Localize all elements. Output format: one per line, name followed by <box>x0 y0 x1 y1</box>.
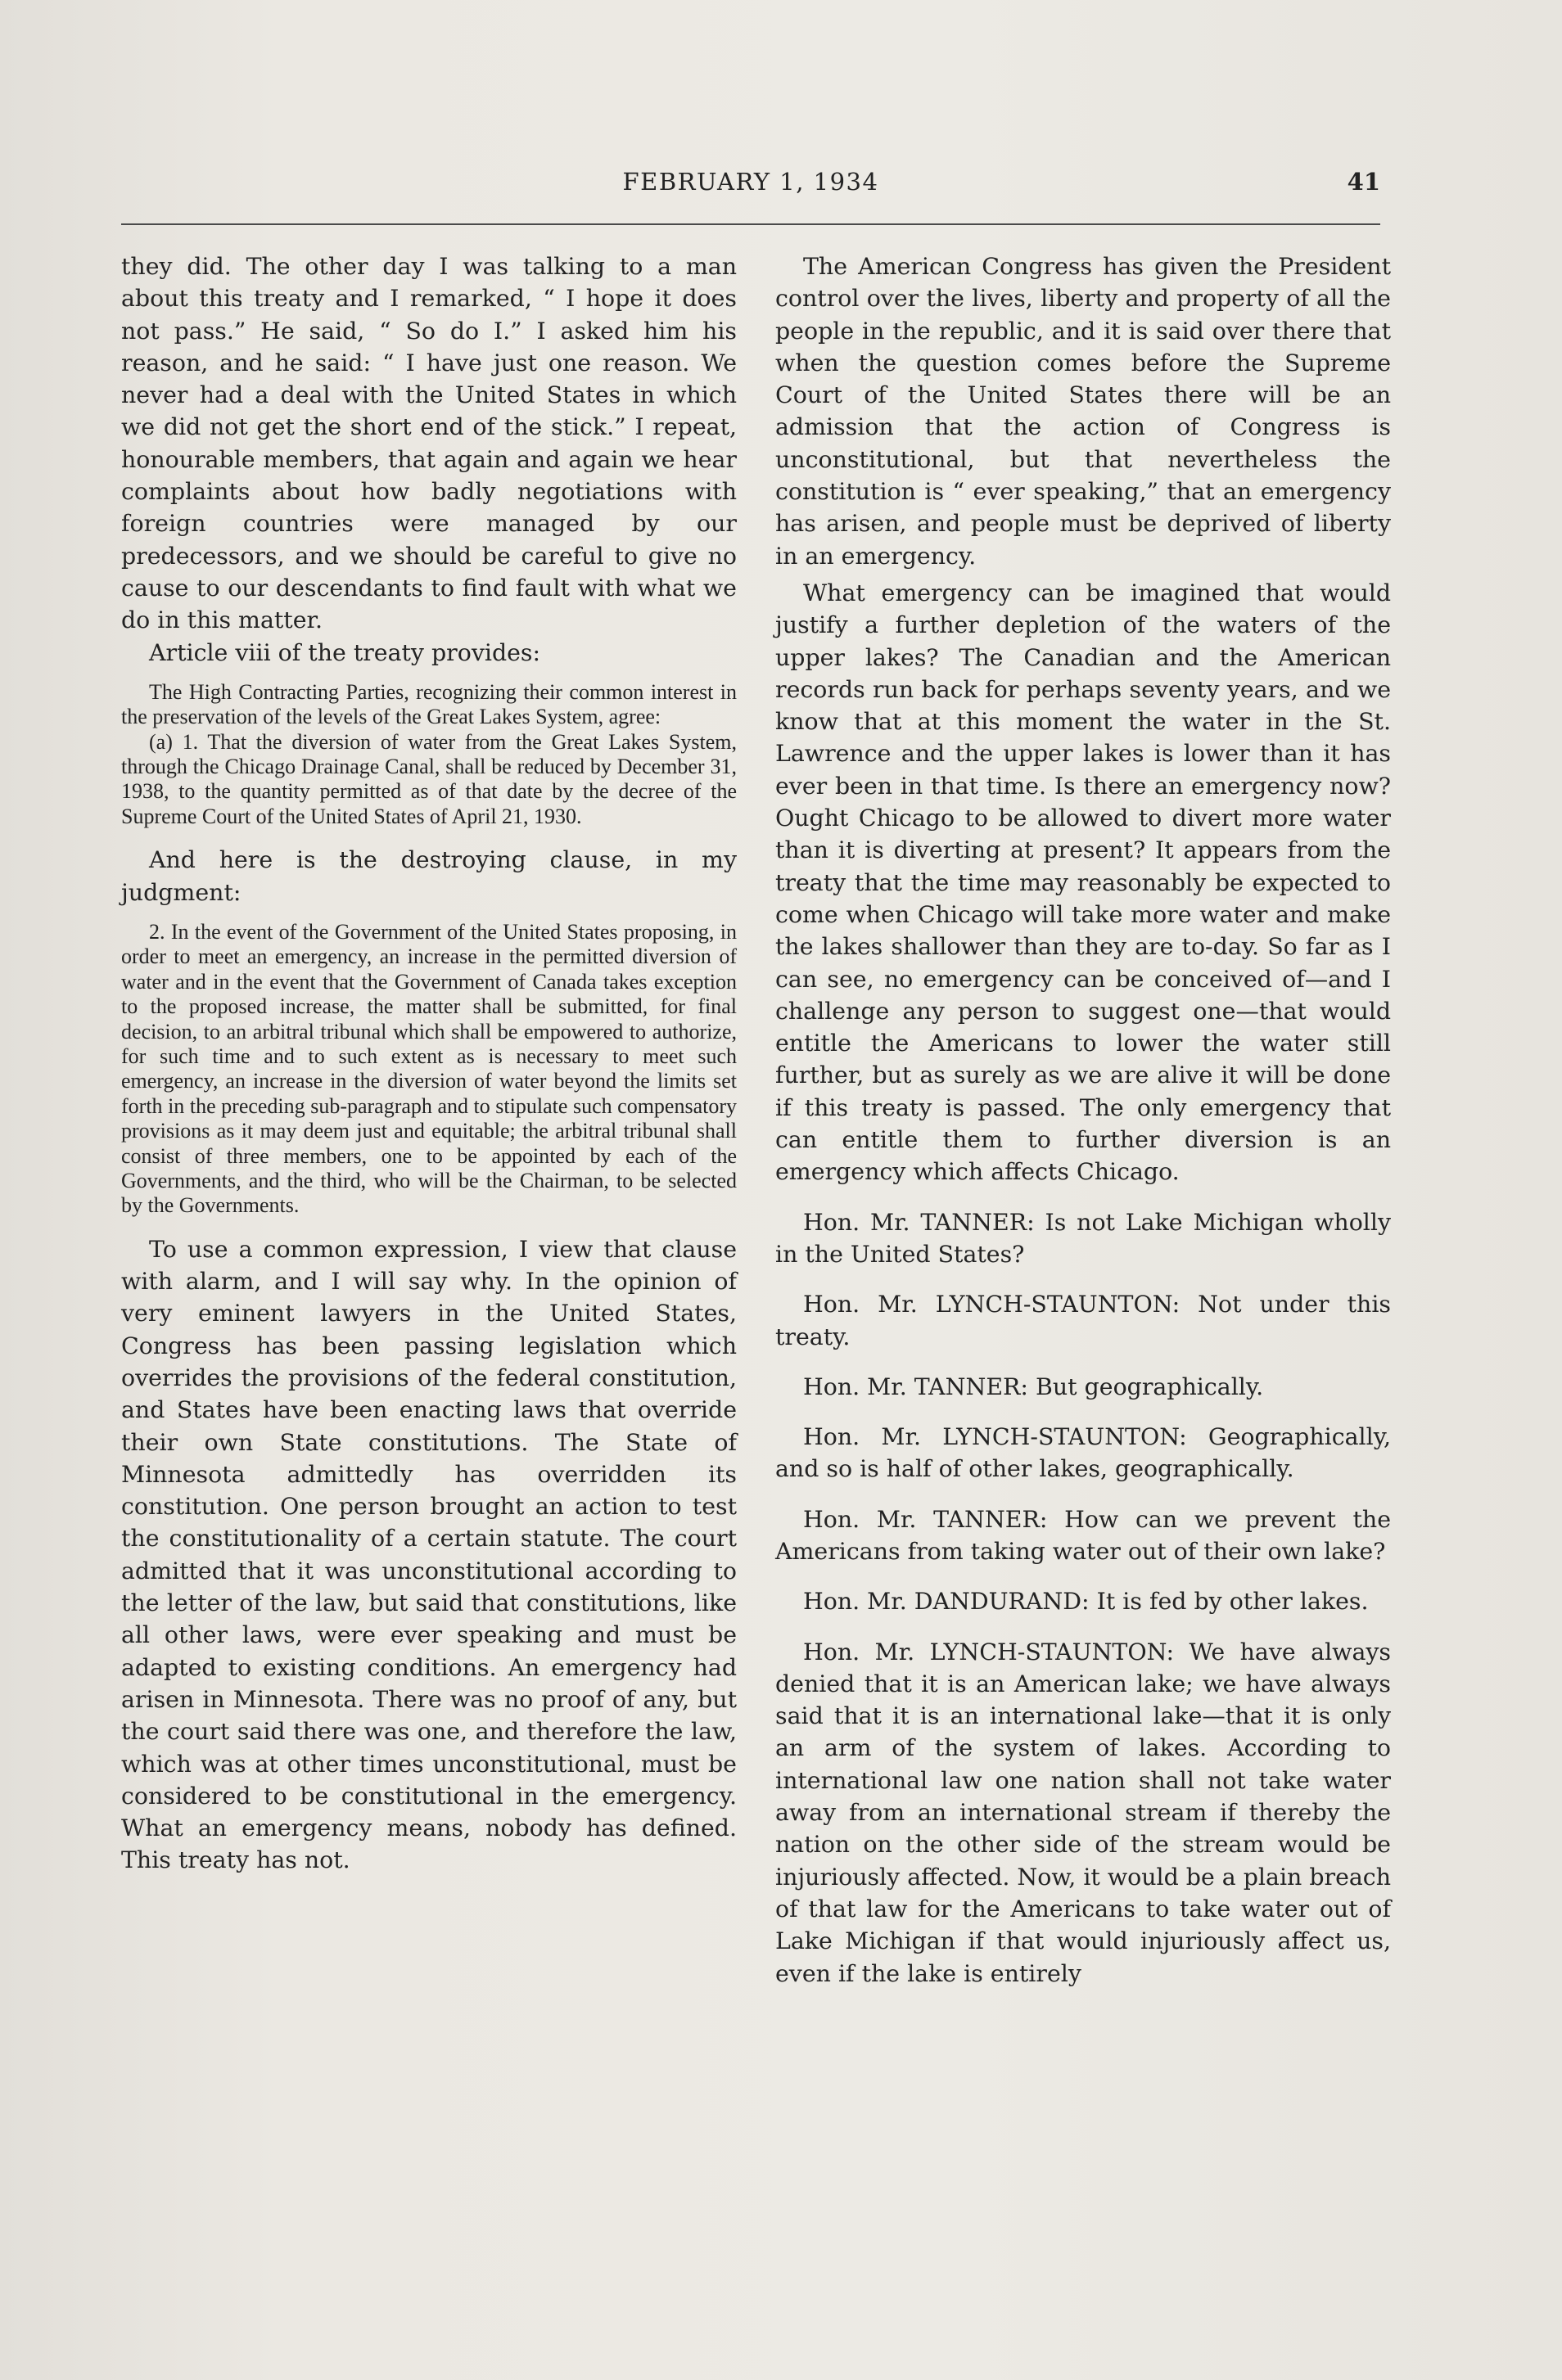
debate-exchange: Hon. Mr. TANNER: How can we prevent the Americans from taking water out of their own lake? <box>775 1505 1391 1565</box>
page-number: 41 <box>1347 168 1380 196</box>
paragraph: What emergency can be imagined that would justify a further depletion of the waters of the upper lakes? The Canadian and the American records run back for perhaps seventy years, and we know that at this moment the water in the St. Lawrence and the upper lakes is lower than it has ever been in that time. Is there an emergency now? Ought Chicago to be allowed to divert more water than it is diverting at present? It appears from the treaty that the time may reasonably be expected to come when Chicago will take more water and make the lakes shallower than they are to-day. So far as I can see, no emergency can be conceived of—and I challenge any person to suggest one—that would entitle the Americans to lower the water still further, but as surely as we are alive it will be done if this treaty is passed. The only emergency that can entitle them to further diversion is an emergency which affects Chicago. <box>775 579 1391 1186</box>
header-rule <box>121 223 1380 225</box>
debate-exchange: Hon. Mr. LYNCH-STAUNTON: Not under this treaty. <box>775 1291 1391 1350</box>
left-column <box>121 250 737 1877</box>
running-head <box>121 168 1380 204</box>
paragraph: Article viii of the treaty provides: <box>149 638 541 666</box>
quote-paragraph: The High Contracting Parties, recognizing their common interest in the preservation of the levels of the Great Lakes System, agree: <box>121 679 737 729</box>
paragraph: The American Congress has given the President control over the lives, liberty and property of all the people in the republic, and it is said over there that when the question comes before the Supreme Court of the United States there will be an admission that the action of Congress is unconstitutional, but that nevertheless the constitution is “ ever speaking,” that an emergency has arisen, and people must be deprived of liberty in an emergency. <box>775 253 1391 570</box>
debate-exchange: Hon. Mr. LYNCH-STAUNTON: We have always denied that it is an American lake; we have always said that it is an international lake—that it is only an arm of the system of lakes. According to international law one nation shall not take water away from an international stream if thereby the nation on the other side of the stream would be injuriously affected. Now, it would be a plain breach of that law for the Americans to take water out of Lake Michigan if that would injuriously affect us, even if the lake is entirely <box>775 1638 1391 1987</box>
running-head-date: FEBRUARY 1, 1934 <box>622 168 879 196</box>
debate-exchange: Hon. Mr. DANDURAND: It is fed by other lakes. <box>803 1588 1369 1616</box>
quote-paragraph: 2. In the event of the Government of the United States proposing, in order to meet an emergency, an increase in the permitted diversion of water and in the event that the Government of Canada takes exception to the proposed increase, the matter shall be submitted, for final decision, to an arbitral tribunal which shall be empowered to authorize, for such time and to such extent as is necessary to meet such emergency, an increase in the diversion of water beyond the limits set forth in the preceding sub-paragraph and to stipulate such compensatory provisions as it may deem just and equitable; the arbitral tribunal shall consist of three members, one to be appointed by each of the Governments, and the third, who will be the Chairman, to be selected by the Governments. <box>121 919 737 1218</box>
paragraph: And here is the destroying clause, in my judgment: <box>121 846 737 906</box>
block-quote-clause-2 <box>121 920 737 1219</box>
block-quote-article-viii <box>121 680 737 829</box>
debate-exchange: Hon. Mr. TANNER: Is not Lake Michigan wholly in the United States? <box>775 1208 1391 1268</box>
paragraph: To use a common expression, I view that clause with alarm, and I will say why. In the opinion of very eminent lawyers in the United States, Congress has been passing legislation which overrides the provisions of the federal constitution, and States have been enacting laws that override their own State constitutions. The State of Minnesota admittedly has overridden its constitution. One person brought an action to test the constitutionality of a certain statute. The court admitted that it was unconstitutional according to the letter of the law, but said that constitutions, like all other laws, were ever speaking and must be adapted to existing conditions. An emergency had arisen in Minnesota. There was no proof of any, but the court said there was one, and therefore the law, which was at other times unconstitutional, must be considered to be constitutional in the emergency. What an emergency means, nobody has defined. This treaty has not. <box>121 1235 737 1874</box>
debate-exchange: Hon. Mr. TANNER: But geographically. <box>803 1373 1264 1400</box>
debate-exchange: Hon. Mr. LYNCH-STAUNTON: Geographically, and so is half of other lakes, geographically. <box>775 1423 1391 1483</box>
right-column <box>775 250 1391 1990</box>
paragraph: they did. The other day I was talking to a man about this treaty and I remarked, “ I hope it does not pass.” He said, “ So do I.” I asked him his reason, and he said: “ I have just one reason. We never had a deal with the United States in which we did not get the short end of the stick.” I repeat, honourable members, that again and again we hear complaints about how badly negotiations with foreign countries were managed by our predecessors, and we should be careful to give no cause to our descendants to find fault with what we do in this matter. <box>121 253 737 634</box>
quote-paragraph: (a) 1. That the diversion of water from the Great Lakes System, through the Chicago Drainage Canal, shall be reduced by December 31, 1938, to the quantity permitted as of that date by the decree of the Supreme Court of the United States of April 21, 1930. <box>121 729 737 828</box>
